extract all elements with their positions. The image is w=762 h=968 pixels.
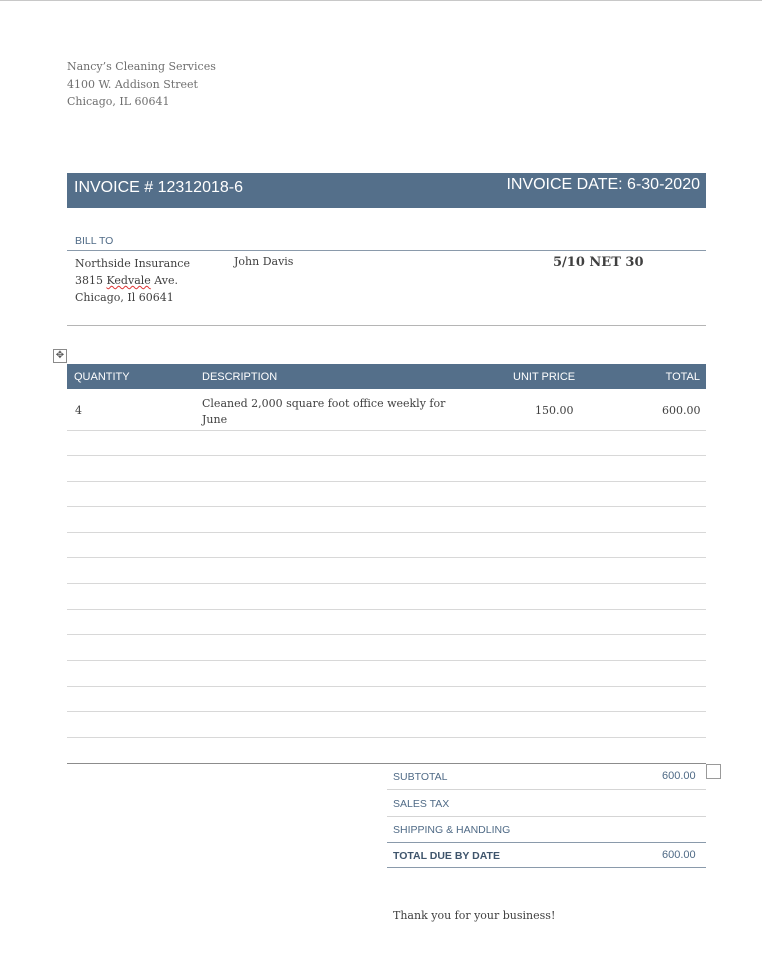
table-row-divider xyxy=(67,506,706,507)
table-row-divider xyxy=(67,660,706,661)
table-row-divider xyxy=(67,455,706,456)
bill-to-bottom-divider xyxy=(67,325,706,326)
table-row-divider xyxy=(67,634,706,635)
row-description[interactable]: Cleaned 2,000 square foot office weekly for June xyxy=(202,397,446,426)
summary-divider xyxy=(387,816,706,817)
summary-divider xyxy=(387,842,706,843)
subtotal-value[interactable]: 600.00 xyxy=(662,770,696,782)
bill-to-label: BILL TO xyxy=(75,235,114,247)
table-row-divider xyxy=(67,583,706,584)
payment-terms[interactable]: 5/10 NET 30 xyxy=(553,255,644,270)
cell-marker-icon[interactable] xyxy=(706,764,721,779)
sales-tax-label: SALES TAX xyxy=(393,798,450,810)
shipping-label: SHIPPING & HANDLING xyxy=(393,824,511,836)
sender-city[interactable]: Chicago, IL 60641 xyxy=(67,95,170,108)
table-row-divider xyxy=(67,686,706,687)
thank-you-note[interactable]: Thank you for your business! xyxy=(393,909,556,922)
bill-to-divider xyxy=(67,250,706,251)
bill-to-company[interactable]: Northside Insurance xyxy=(75,257,190,270)
table-bottom-border xyxy=(67,763,706,764)
row-quantity[interactable]: 4 xyxy=(75,404,82,417)
table-row-divider xyxy=(67,430,706,431)
sender-address xyxy=(67,58,216,111)
subtotal-label: SUBTOTAL xyxy=(393,771,448,783)
page-top-border xyxy=(0,0,762,1)
table-row-divider xyxy=(67,737,706,738)
table-row-divider xyxy=(67,481,706,482)
street-suffix: Ave. xyxy=(154,274,178,287)
invoice-banner xyxy=(67,173,706,208)
bill-to-city[interactable]: Chicago, Il 60641 xyxy=(75,291,174,304)
sender-street[interactable]: 4100 W. Addison Street xyxy=(67,77,198,91)
table-row-divider xyxy=(67,609,706,610)
summary-divider xyxy=(387,789,706,790)
summary-bottom-border xyxy=(387,867,706,868)
total-due-value[interactable]: 600.00 xyxy=(662,849,696,861)
table-row-divider xyxy=(67,711,706,712)
row-total[interactable]: 600.00 xyxy=(662,404,701,417)
items-table-header xyxy=(67,364,706,389)
bill-to-address xyxy=(75,255,190,306)
street-name-misspelled[interactable]: Kedvale xyxy=(106,274,151,287)
header-quantity: QUANTITY xyxy=(74,371,130,383)
row-unit-price[interactable]: 150.00 xyxy=(535,404,574,417)
sender-name[interactable]: Nancy’s Cleaning Services xyxy=(67,60,216,73)
table-move-handle-icon[interactable]: ✥ xyxy=(53,349,67,363)
header-unit-price: UNIT PRICE xyxy=(513,371,576,383)
bill-to-street[interactable] xyxy=(75,272,190,289)
street-number: 3815 xyxy=(75,274,103,287)
bill-to-contact[interactable]: John Davis xyxy=(234,255,294,268)
invoice-number[interactable]: INVOICE # 12312018-6 xyxy=(74,179,243,196)
total-due-label: TOTAL DUE BY DATE xyxy=(393,850,500,862)
header-total: TOTAL xyxy=(665,371,700,383)
table-row-divider xyxy=(67,557,706,558)
invoice-date[interactable]: INVOICE DATE: 6-30-2020 xyxy=(506,176,700,193)
header-description: DESCRIPTION xyxy=(202,371,278,383)
table-row-divider xyxy=(67,532,706,533)
